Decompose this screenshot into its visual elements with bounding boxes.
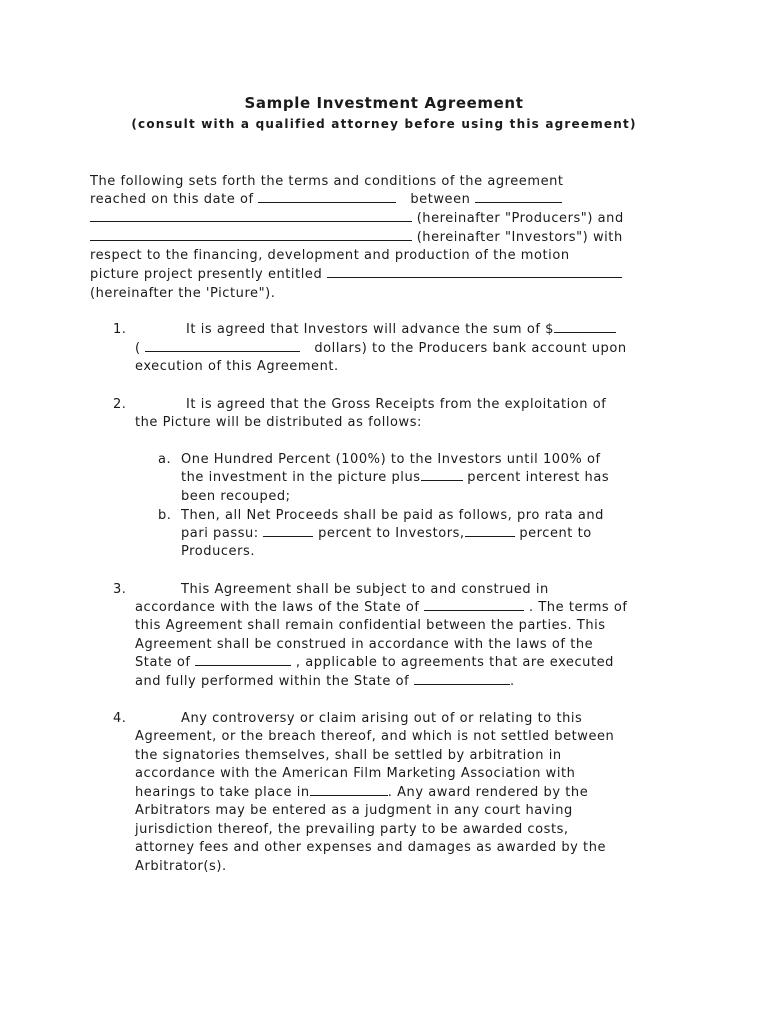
document-title: Sample Investment Agreement (244, 94, 524, 112)
intro-line-3: (hereinafter "Producers") and (90, 210, 624, 228)
clause-2-line-2: the Picture will be distributed as follows: (135, 415, 422, 430)
producers-percent-blank[interactable] (465, 525, 515, 537)
document-subtitle: (consult with a qualified attorney before using this agreement) (131, 117, 637, 131)
clause-3-line-5: State of , applicable to agreements that are executed (135, 655, 614, 670)
item-a-letter: a. (158, 452, 172, 467)
item-b-letter: b. (158, 508, 172, 523)
producers-blank[interactable] (90, 210, 412, 222)
clause-1-number: 1. (113, 322, 127, 337)
clause-4-line-8: attorney fees and other expenses and damages as awarded by the (135, 840, 607, 855)
clause-3-line-3: this Agreement shall remain confidential between the parties. This (135, 618, 606, 633)
clause-3-line-4: Agreement shall be construed in accordance with the laws of the (135, 637, 594, 652)
picture-title-blank[interactable] (327, 266, 622, 278)
intro-line-5: respect to the financing, development and production of the motion (90, 248, 570, 263)
hearing-location-blank[interactable] (310, 784, 388, 796)
sum-blank[interactable] (554, 321, 616, 333)
clause-4-line-5: hearings to take place in . Any award rendered by the (135, 785, 589, 800)
clause-4-line-3: the signatories themselves, shall be settled by arbitration in (135, 748, 562, 763)
intro-line-7: (hereinafter the 'Picture"). (90, 286, 276, 301)
state-performed-blank[interactable] (414, 673, 510, 685)
clause-1-line-1: It is agreed that Investors will advance the sum of $ (186, 321, 616, 339)
investors-percent-blank[interactable] (263, 525, 313, 537)
investors-blank[interactable] (90, 229, 412, 241)
clause-2-line-1: It is agreed that the Gross Receipts from the exploitation of (186, 397, 607, 412)
intro-line-1: The following sets forth the terms and conditions of the agreement (90, 174, 564, 189)
item-b-line-1: Then, all Net Proceeds shall be paid as follows, pro rata and (181, 508, 604, 523)
between-blank[interactable] (475, 191, 562, 203)
clause-2-number: 2. (113, 397, 127, 412)
intro-line-2: reached on this date of between (90, 191, 562, 209)
clause-1-line-2: ( dollars) to the Producers bank account upon (135, 341, 627, 356)
dollars-blank[interactable] (145, 340, 300, 352)
state-construed-blank[interactable] (195, 654, 291, 666)
clause-4-line-1: Any controversy or claim arising out of or relating to this (181, 711, 583, 726)
interest-blank[interactable] (421, 469, 463, 481)
clause-4-line-7: jurisdiction thereof, the prevailing party to be awarded costs, (135, 822, 569, 837)
item-b-line-2: pari passu: percent to Investors, percent to (181, 526, 592, 541)
item-a-line-2: the investment in the picture plus percent interest has (181, 470, 610, 485)
state-law-blank[interactable] (424, 599, 524, 611)
clause-4-line-2: Agreement, or the breach thereof, and which is not settled between (135, 729, 615, 744)
intro-line-6: picture project presently entitled (90, 266, 622, 284)
date-blank[interactable] (258, 191, 396, 203)
clause-3-number: 3. (113, 582, 127, 597)
clause-4-line-4: accordance with the American Film Marketing Association with (135, 766, 576, 781)
item-a-line-3: been recouped; (181, 489, 291, 504)
clause-3-line-2: accordance with the laws of the State of . The terms of (135, 600, 628, 615)
clause-3-line-1: This Agreement shall be subject to and construed in (181, 582, 549, 597)
clause-3-line-6: and fully performed within the State of . (135, 674, 515, 689)
clause-1-line-3: execution of this Agreement. (135, 359, 339, 374)
clause-4-line-6: Arbitrators may be entered as a judgment in any court having (135, 803, 573, 818)
intro-line-4: (hereinafter "Investors") with (90, 229, 623, 247)
item-a-line-1: One Hundred Percent (100%) to the Investors until 100% of (181, 452, 601, 467)
item-b-line-3: Producers. (181, 544, 256, 559)
clause-4-number: 4. (113, 711, 127, 726)
clause-4-line-9: Arbitrator(s). (135, 859, 227, 874)
